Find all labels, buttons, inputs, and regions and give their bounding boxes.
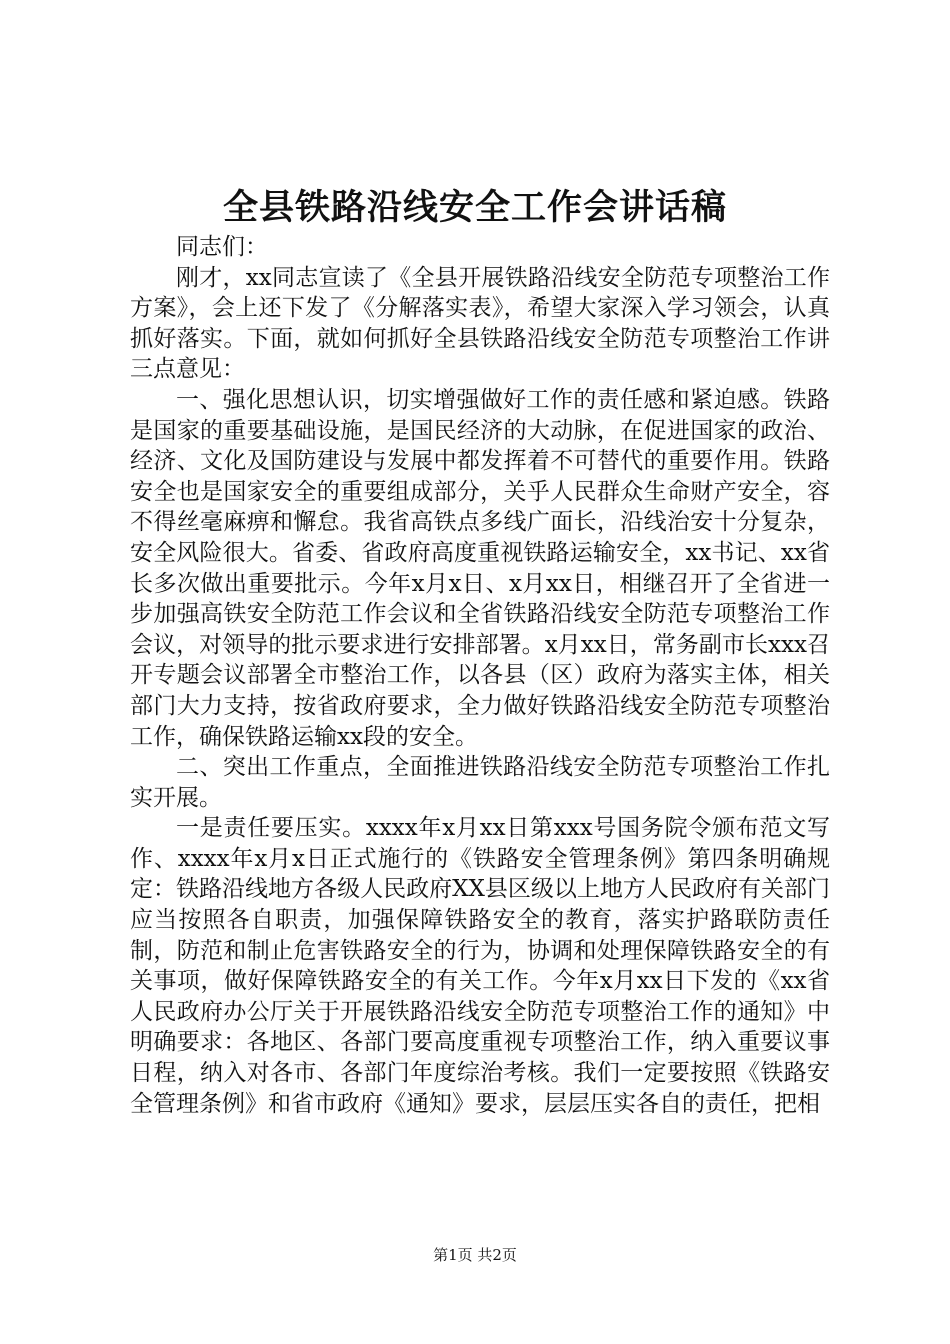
paragraph-greeting: 同志们： bbox=[176, 234, 268, 260]
document-body bbox=[130, 232, 830, 1119]
paragraph-point-one: 一是责任要压实。xxxx年x月xx日第xxx号国务院令颁布范文写作、xxxx年x月x日正式施行的《铁路安全管理条例》第四条明确规定：铁路沿线地方各级人民政府XX县区级以上地方人民政府有关部门应当按照各自职责，加强保障铁路安全的教育，落实护路联防责任制，防范和制止危害铁路安全的行为，协调和处理保障铁路安全的有关事项，做好保障铁路安全的有关工作。今年x月xx日下发的《xx省人民政府办公厅关于开展铁路沿线安全防范专项整治工作的通知》中明确要求：各地区、各部门要高度重视专项整治工作，纳入重要议事日程，纳入对各市、各部门年度综治考核。我们一定要按照《铁路安全管理条例》和省市政府《通知》要求，层层压实各自的责任，把相 bbox=[130, 815, 830, 1117]
paragraph-section-two: 二、突出工作重点，全面推进铁路沿线安全防范专项整治工作扎实开展。 bbox=[130, 754, 830, 811]
document-title: 全县铁路沿线安全工作会讲话稿 bbox=[222, 187, 727, 228]
paragraph-section-one: 一、强化思想认识，切实增强做好工作的责任感和紧迫感。铁路是国家的重要基础设施，是国民经济的大动脉，在促进国家的政治、经济、文化及国防建设与发展中都发挥着不可替代的重要作用。铁路安全也是国家安全的重要组成部分，关乎人民群众生命财产安全，容不得丝毫麻痹和懈怠。我省高铁点多线广面长，沿线治安十分复杂，安全风险很大。省委、省政府高度重视铁路运输安全，xx书记、xx省长多次做出重要批示。今年x月x日、x月xx日，相继召开了全省进一步加强高铁安全防范工作会议和全省铁路沿线安全防范专项整治工作会议，对领导的批示要求进行安排部署。x月xx日，常务副市长xxx召开专题会议部署全市整治工作，以各县（区）政府为落实主体，相关部门大力支持，按省政府要求，全力做好铁路沿线安全防范专项整治工作，确保铁路运输xx段的安全。 bbox=[130, 386, 830, 750]
page-footer: 第1页 共2页 bbox=[433, 1246, 517, 1264]
paragraph-intro: 刚才，xx同志宣读了《全县开展铁路沿线安全防范专项整治工作方案》，会上还下发了《分解落实表》，希望大家深入学习领会，认真抓好落实。下面，就如何抓好全县铁路沿线安全防范专项整治工作讲三点意见： bbox=[130, 264, 830, 383]
